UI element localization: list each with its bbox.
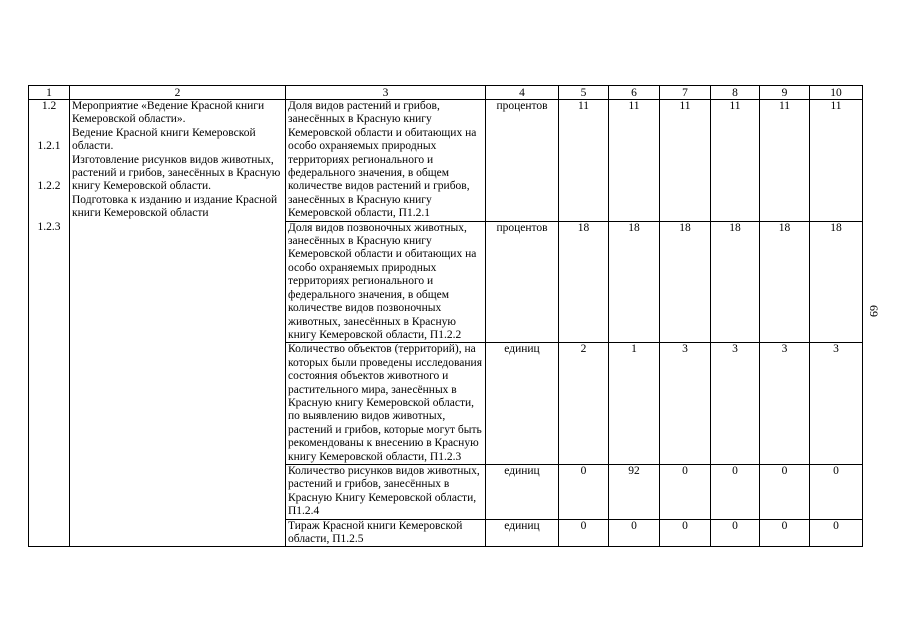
page-number: 69 [867,305,881,317]
section-number: 1.2.3 [37,220,61,233]
header-cell: 8 [711,86,760,100]
section-text: Подготовка к изданию и издание Красной книги Кемеровской области [72,193,278,220]
section-text: Мероприятие «Ведение Красной книги Кемеровской области». [72,100,265,126]
indicator-value: 0 [711,519,760,547]
indicator-value: 0 [711,464,760,519]
indicator-value: 0 [609,519,660,547]
indicator-value: 0 [760,464,810,519]
indicators-table [28,85,863,547]
header-row [29,86,863,100]
header-cell: 4 [486,86,559,100]
section-text-cell [70,100,286,547]
indicator-unit: единиц [486,343,559,465]
table-row [29,100,863,222]
indicator-text: Количество рисунков видов животных, растений и грибов, занесённых в Красную Книгу Кемеровской области, П1.2.4 [286,464,486,519]
indicator-value: 11 [810,100,863,222]
indicator-value: 0 [760,519,810,547]
section-number: 1.2.1 [37,140,61,153]
section-text: Ведение Красной книги Кемеровской области. [72,126,256,153]
indicator-value: 1 [609,343,660,465]
indicator-value: 0 [810,464,863,519]
indicator-value: 18 [660,221,711,343]
indicator-value: 0 [810,519,863,547]
section-number: 1.2.2 [37,180,61,193]
indicator-value: 3 [760,343,810,465]
indicator-value: 0 [559,519,609,547]
indicator-value: 3 [810,343,863,465]
indicator-value: 11 [609,100,660,222]
indicator-value: 11 [711,100,760,222]
section-number: 1.2 [41,100,57,112]
indicator-unit: единиц [486,519,559,547]
section-number-cell [29,100,70,547]
indicator-value: 18 [760,221,810,343]
header-cell: 9 [760,86,810,100]
section-text: Изготовление рисунков видов животных, растений и грибов, занесённых в Красную книгу Кемеровской области. [72,153,281,193]
header-cell: 10 [810,86,863,100]
indicator-value: 3 [660,343,711,465]
indicator-value: 3 [711,343,760,465]
indicator-value: 11 [559,100,609,222]
indicator-value: 92 [609,464,660,519]
indicator-value: 11 [660,100,711,222]
header-cell: 2 [70,86,286,100]
indicator-text: Количество объектов (территорий), на которых были проведены исследования состояния объектов животного и растительного мира, занесённых в Красную книгу Кемеровской области, по выявлению видов животных, растений и грибов, которые могут быть рекомендованы к внесению в Красную книгу Кемеровской области, П1.2.3 [286,343,486,465]
indicator-value: 0 [660,519,711,547]
indicator-value: 0 [559,464,609,519]
header-cell: 6 [609,86,660,100]
header-cell: 5 [559,86,609,100]
indicator-value: 11 [760,100,810,222]
header-cell: 7 [660,86,711,100]
indicator-value: 18 [810,221,863,343]
indicator-unit: единиц [486,464,559,519]
indicator-text: Тираж Красной книги Кемеровской области, П1.2.5 [286,519,486,547]
indicator-value: 18 [711,221,760,343]
indicator-unit: процентов [486,221,559,343]
header-cell: 3 [286,86,486,100]
indicator-text: Доля видов позвоночных животных, занесённых в Красную книгу Кемеровской области и обитающих на особо охраняемых природных территориях регионального и федерального значения, в общем количестве видов позвоночных животных, занесённых в Красную книгу Кемеровской области, П1.2.2 [286,221,486,343]
indicator-value: 18 [559,221,609,343]
indicator-text: Доля видов растений и грибов, занесённых в Красную книгу Кемеровской области и обитающих на особо охраняемых природных территориях регионального и федерального значения, в общем количестве видов растений и грибов, занесённых в Красную книгу Кемеровской области, П1.2.1 [286,100,486,222]
indicator-unit: процентов [486,100,559,222]
indicator-value: 0 [660,464,711,519]
indicator-value: 18 [609,221,660,343]
indicator-value: 2 [559,343,609,465]
header-cell: 1 [29,86,70,100]
